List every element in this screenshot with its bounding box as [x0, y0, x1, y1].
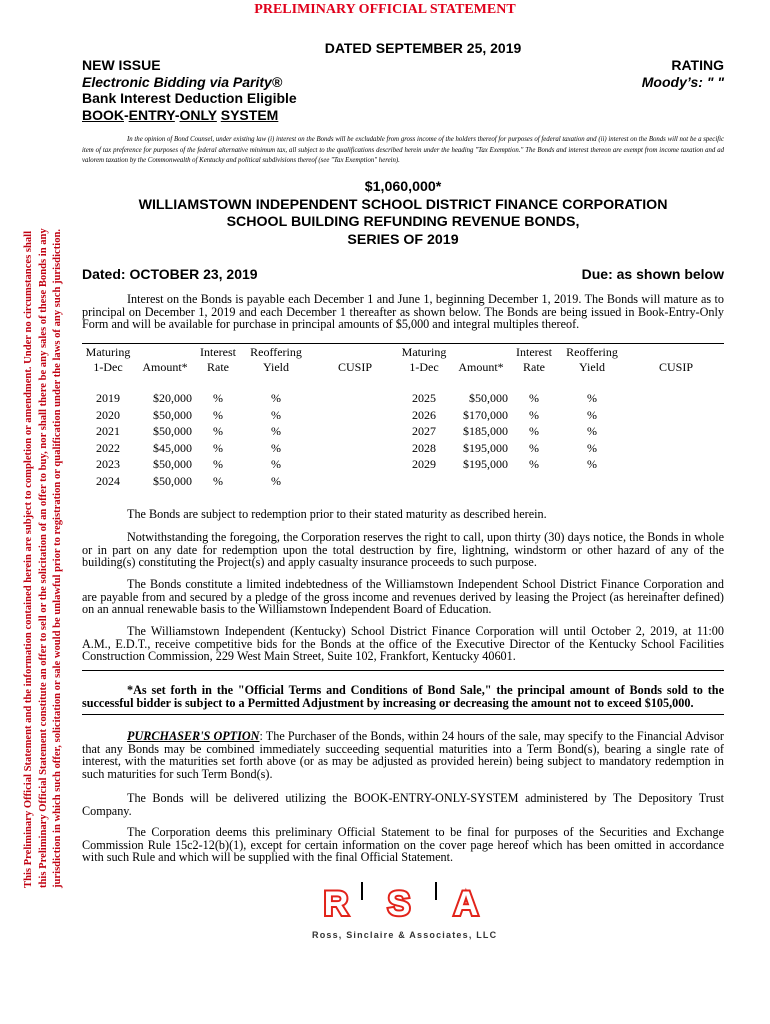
- table-row: [82, 456, 724, 473]
- header-left: [82, 57, 482, 123]
- amount-cell: $50,000: [153, 457, 192, 471]
- amount-cell: $50,000: [153, 407, 192, 422]
- header-cell: Reoffering: [250, 345, 302, 359]
- delivery-paragraph: The Bonds will be delivered utilizing the BOOK-ENTRY-ONLY-SYSTEM administered by The Depository Trust Company.: [82, 791, 724, 818]
- logo-letter-s: S: [387, 885, 411, 923]
- header-cell: [628, 345, 724, 360]
- cusip-cell: [312, 456, 398, 473]
- year-cell: 2019: [96, 391, 120, 405]
- header-cell: Interest: [516, 345, 552, 359]
- table-header-row: [82, 345, 724, 360]
- cusip-cell: [628, 473, 724, 490]
- yield-cell: %: [587, 391, 597, 405]
- side-disclaimer-line: This Preliminary Official Statement and the information contained herein are subject to completion or amendment. Under no circumstances shall: [23, 230, 34, 888]
- rate-cell: %: [529, 407, 539, 422]
- header-cell: 1-Dec: [409, 359, 439, 374]
- header-cell: [450, 345, 512, 360]
- header-cell: Reoffering: [566, 345, 618, 359]
- amount-cell: [450, 473, 512, 490]
- dated-line: DATED SEPTEMBER 25, 2019: [324, 40, 522, 56]
- amount-cell: $50,000: [469, 391, 508, 405]
- logo-letter-a: A: [453, 885, 479, 923]
- rate-cell: %: [213, 391, 223, 405]
- cusip-cell: [628, 440, 724, 457]
- yield-cell: %: [271, 457, 281, 471]
- yield-cell: %: [271, 424, 281, 438]
- yield-cell: [556, 473, 628, 490]
- amount-cell: $185,000: [463, 424, 508, 438]
- rating-label: RATING: [671, 57, 724, 73]
- header-cell: Yield: [579, 359, 605, 374]
- cusip-cell: [312, 473, 398, 490]
- rate-cell: %: [529, 440, 539, 455]
- bond-amount: $1,060,000*: [364, 179, 442, 195]
- year-cell: 2026: [412, 407, 436, 422]
- header-cell: Maturing: [401, 345, 447, 359]
- header-cell: [134, 345, 196, 360]
- permitted-adjustment: *As set forth in the "Official Terms and Conditions of Bond Sale," the principal amount of Bonds sold to the successful bidder is subject to a Permitted Adjustment by increasing or decreasing the amount not to exceed $105,000.: [82, 683, 724, 710]
- yield-cell: %: [271, 440, 281, 455]
- header-cell: Interest: [200, 345, 236, 359]
- rate-cell: %: [529, 391, 539, 405]
- cusip-cell: [312, 407, 398, 424]
- electronic-bidding: Electronic Bidding via Parity®: [82, 73, 283, 90]
- yield-cell: %: [271, 473, 281, 488]
- adjustment-top-rule: [82, 670, 724, 671]
- header-cell: [312, 345, 398, 360]
- year-cell: 2027: [412, 424, 436, 438]
- bond-name: SCHOOL BUILDING REFUNDING REVENUE BONDS,: [226, 214, 580, 230]
- header-cell: CUSIP: [337, 359, 372, 374]
- table-header-row: [82, 360, 724, 375]
- year-cell: 2025: [412, 391, 436, 405]
- preliminary-title: PRELIMINARY OFFICIAL STATEMENT: [254, 2, 516, 17]
- year-cell: 2029: [412, 457, 436, 471]
- side-disclaimer-line: this Preliminary Official Statement constitute an offer to sell or the solicitation of an offer to buy, nor shall there be any sales of these Bonds in any: [37, 228, 49, 888]
- rate-cell: %: [213, 457, 223, 471]
- table-top-rule: [82, 343, 724, 344]
- moodys-rating: Moody’s: " ": [641, 73, 724, 90]
- book-entry-system: BOOK-ENTRY-ONLY SYSTEM: [82, 106, 279, 123]
- amount-cell: $20,000: [153, 391, 192, 405]
- tax-opinion: In the opinion of Bond Counsel, under existing law (i) interest on the Bonds will be excludable from gross income of the holders thereof for purposes of federal taxation and (ii) interest on the Bonds will not be a specific item of tax preference for purposes of the federal alternative minimum tax, all subject to the qualifications described herein under the heading "Tax Exemption." The Bonds and interest thereon are exempt from income taxation and ad valorem taxation by the Commonwealth of Kentucky and political subdivisions thereof (see "Tax Exemption" herein).: [82, 136, 724, 165]
- year-cell: 2021: [96, 424, 120, 438]
- cusip-cell: [628, 456, 724, 473]
- header-cell: 1-Dec: [93, 359, 123, 374]
- cusip-cell: [628, 390, 724, 407]
- year-cell: 2022: [96, 440, 120, 455]
- yield-cell: %: [587, 424, 597, 438]
- bank-interest: Bank Interest Deduction Eligible: [82, 90, 297, 106]
- purchaser-option-text: : The Purchaser of the Bonds, within 24 hours of the sale, may specify to the Financial Advisor that any Bonds may be combined immediately succeeding sequential maturities into a Term Bond(s), bearing a single rate of interest, with the maturities set forth above (or as may be adjusted as provided herein) being subject to mandatory redemption in such maturities for such Term Bond(s).: [82, 729, 724, 781]
- bond-series: SERIES OF 2019: [347, 231, 459, 248]
- adjustment-bottom-rule: [82, 714, 724, 715]
- amount-cell: $50,000: [153, 473, 192, 488]
- cusip-cell: [312, 440, 398, 457]
- rate-cell: [512, 473, 556, 490]
- bond-title-block: [82, 179, 724, 249]
- table-row: [82, 440, 724, 457]
- rate-cell: %: [529, 424, 539, 438]
- amount-cell: $50,000: [153, 424, 192, 438]
- indebtedness-paragraph: The Bonds constitute a limited indebtedness of the Williamstown Independent School District Finance Corporation and are payable from and secured by a pledge of the gross income and revenues derived by leasing the Project (as hereinafter defined) on an annual renewable basis to the Williamstown Independent Board of Education.: [82, 577, 724, 617]
- yield-cell: %: [587, 440, 597, 455]
- cusip-cell: [312, 390, 398, 407]
- header-cell: Amount*: [142, 359, 188, 374]
- bond-issuer: WILLIAMSTOWN INDEPENDENT SCHOOL DISTRICT FINANCE CORPORATION: [138, 196, 668, 213]
- table-row: [82, 390, 724, 407]
- table-row: [82, 407, 724, 424]
- header-cell: Rate: [523, 359, 545, 374]
- yield-cell: %: [587, 407, 597, 422]
- notwithstanding-paragraph: Notwithstanding the foregoing, the Corporation reserves the right to call, upon thirty (30) days notice, the Bonds in whole or in part on any date for redemption upon the total destruction by fire, lightning, windstorm or other hazard of any of the building(s) constituting the Project(s) and apply casualty insurance proceeds to such purpose.: [82, 530, 724, 570]
- yield-cell: %: [271, 391, 281, 405]
- year-cell: 2023: [96, 457, 120, 471]
- header-cell: Amount*: [458, 359, 504, 374]
- logo-company-name: Ross, Sinclaire & Associates, LLC: [312, 930, 498, 940]
- side-disclaimer-line: jurisdiction in which such offer, solicitation or sale would be unlawful prior to registration or qualification under the laws of any such jurisdiction.: [52, 228, 64, 888]
- header-right: [484, 57, 724, 90]
- rate-cell: %: [213, 407, 223, 422]
- rate-cell: %: [213, 473, 223, 488]
- year-cell: 2024: [96, 473, 120, 488]
- logo-letter-r: R: [323, 885, 349, 923]
- amount-cell: $45,000: [153, 440, 192, 455]
- cusip-cell: [312, 423, 398, 440]
- amount-cell: $195,000: [463, 440, 508, 455]
- side-disclaimer: [22, 118, 66, 888]
- header-cell: CUSIP: [658, 359, 693, 374]
- logo-divider: [361, 882, 363, 900]
- rate-cell: %: [213, 440, 223, 455]
- purchaser-option-paragraph: [82, 730, 724, 780]
- header-cell: Rate: [207, 359, 229, 374]
- yield-cell: %: [587, 457, 597, 471]
- amount-cell: $195,000: [463, 457, 508, 471]
- final-paragraph: The Corporation deems this preliminary Official Statement to be final for purposes of the Securities and Exchange Commission Rule 15c2-12(b)(1), except for certain information on the cover page hereof which has been omitted in accordance with such Rule and which will be supplied with the final Official Statement.: [82, 825, 724, 865]
- year-cell: [398, 473, 450, 490]
- year-cell: 2020: [96, 407, 120, 422]
- cusip-cell: [628, 423, 724, 440]
- redemption-paragraph: The Bonds are subject to redemption prior to their stated maturity as described herein.: [127, 507, 547, 521]
- dated-date: Dated: OCTOBER 23, 2019: [82, 266, 258, 282]
- table-row: [82, 473, 724, 490]
- purchaser-option-label: PURCHASER'S OPTION: [127, 729, 260, 743]
- rate-cell: %: [529, 457, 539, 471]
- rsa-logo: [312, 882, 498, 942]
- new-issue: NEW ISSUE: [82, 57, 161, 73]
- amount-cell: $170,000: [463, 407, 508, 422]
- rate-cell: %: [213, 424, 223, 438]
- year-cell: 2028: [412, 440, 436, 455]
- cusip-cell: [628, 407, 724, 424]
- header-cell: Maturing: [85, 345, 131, 359]
- interest-paragraph: Interest on the Bonds is payable each December 1 and June 1, beginning December 1, 2019. The Bonds will mature as to principal on December 1, 2019 and each December 1 thereafter as shown below. The Bonds are being issued in Book-Entry-Only Form and will be available for purchase in principal amounts of $5,000 and integral multiples thereof.: [82, 292, 724, 332]
- due-date: Due: as shown below: [581, 266, 724, 282]
- maturity-table: [82, 345, 724, 489]
- yield-cell: %: [271, 407, 281, 422]
- logo-divider: [435, 882, 437, 900]
- bids-paragraph: The Williamstown Independent (Kentucky) School District Finance Corporation will until October 2, 2019, at 11:00 A.M., E.D.T., receive competitive bids for the Bonds at the office of the Executive Director of the Kentucky School Facilities Construction Commission, 229 West Main Street, Suite 102, Frankfort, Kentucky 40601.: [82, 624, 724, 664]
- table-row: [82, 423, 724, 440]
- header-cell: Yield: [263, 359, 289, 374]
